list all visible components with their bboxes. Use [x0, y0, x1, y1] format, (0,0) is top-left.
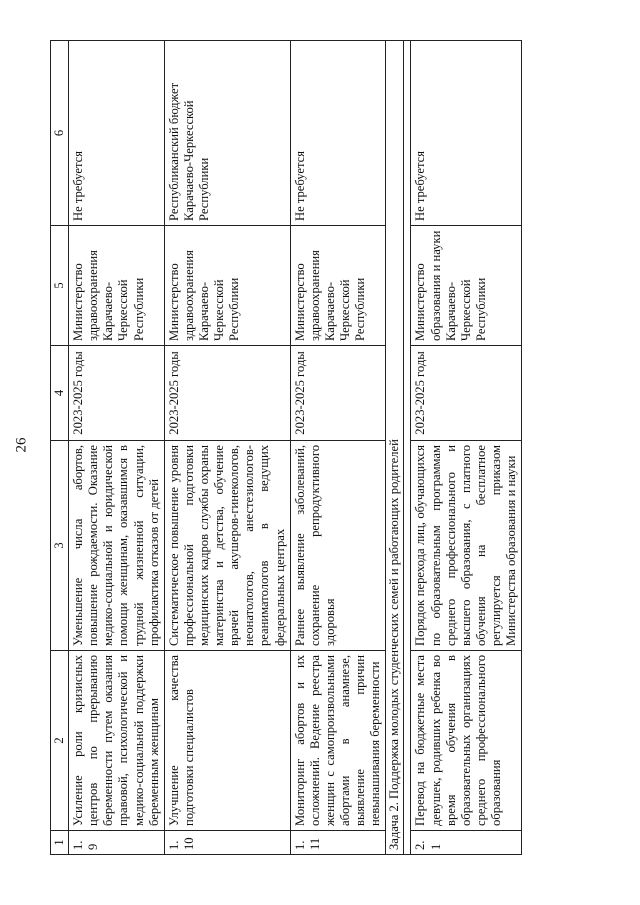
row-number: 1.9 [69, 831, 165, 855]
period-cell: 2023-2025 годы [164, 346, 290, 441]
row-number: 1.10 [164, 831, 290, 855]
measures-table [50, 40, 522, 855]
funding-cell: Не требуется [290, 41, 386, 226]
result-cell: Раннее выявление заболеваний, сохранение репродуктивного здоровья [290, 441, 386, 651]
spacer-cell [404, 41, 411, 855]
spacer-row [404, 41, 411, 855]
period-cell: 2023-2025 годы [290, 346, 386, 441]
header-cell: 2 [51, 651, 69, 831]
result-cell: Порядок перехода лиц, обучающихся по образовательным программам среднего профессионального и высшего образования, с платного обучения на бесплатное регулируется приказом Министерства образования и науки [411, 441, 522, 651]
table-row [69, 41, 165, 855]
activity-cell: Улучшение качества подготовки специалистов [164, 651, 290, 831]
period-cell: 2023-2025 годы [411, 346, 522, 441]
funding-cell: Не требуется [69, 41, 165, 226]
period-cell: 2023-2025 годы [69, 346, 165, 441]
activity-cell: Мониторинг абортов и их осложнений. Ведение реестра женщин с самопроизвольными абортами в анамнезе, выявление причин невынашивания беременности [290, 651, 386, 831]
result-cell: Уменьшение числа абортов, повышение рождаемости. Оказание медико-социальной и юридической помощи женщинам, оказавшимся в трудной жизненной ситуации, профилактика отказов от детей [69, 441, 165, 651]
executor-cell: Министерство здравоохранения Карачаево-Черкесской Республики [290, 226, 386, 346]
activity-cell: Усиление роли кризисных центров по прерыванию беременности путем оказания правовой, психологической и медико-социальной поддержки беременным женщинам [69, 651, 165, 831]
table-row [164, 41, 290, 855]
executor-cell: Министерство образования и науки Карачаево-Черкесской Республики [411, 226, 522, 346]
task-heading-row [386, 41, 404, 855]
table-row [290, 41, 386, 855]
row-number: 1.11 [290, 831, 386, 855]
header-cell: 4 [51, 346, 69, 441]
activity-cell: Перевод на бюджетные места девушек, родивших ребенка во время обучения в образовательных организациях среднего профессионального образования [411, 651, 522, 831]
rotated-table-wrapper [50, 40, 600, 855]
header-cell: 6 [51, 41, 69, 226]
executor-cell: Министерство здравоохранения Карачаево-Черкесской Республики [69, 226, 165, 346]
header-cell: 1 [51, 831, 69, 855]
header-cell: 3 [51, 441, 69, 651]
executor-cell: Министерство здравоохранения Карачаево-Черкесской Республики [164, 226, 290, 346]
funding-cell: Не требуется [411, 41, 522, 226]
page-number: 26 [13, 437, 30, 453]
task-heading: Задача 2. Поддержка молодых студенческих семей и работающих родителей [386, 41, 404, 855]
table-row [411, 41, 522, 855]
funding-cell: Республиканский бюджет Карачаево-Черкесской Республики [164, 41, 290, 226]
result-cell: Систематическое повышение уровня профессиональной подготовки медицинских кадров службы охраны материнства и детства, обучение врачей акушеров-гинекологов, неонатологов, анестезиологов-реаниматологов в ведущих федеральных центрах [164, 441, 290, 651]
table-header-row [51, 41, 69, 855]
row-number: 2.1 [411, 831, 522, 855]
header-cell: 5 [51, 226, 69, 346]
